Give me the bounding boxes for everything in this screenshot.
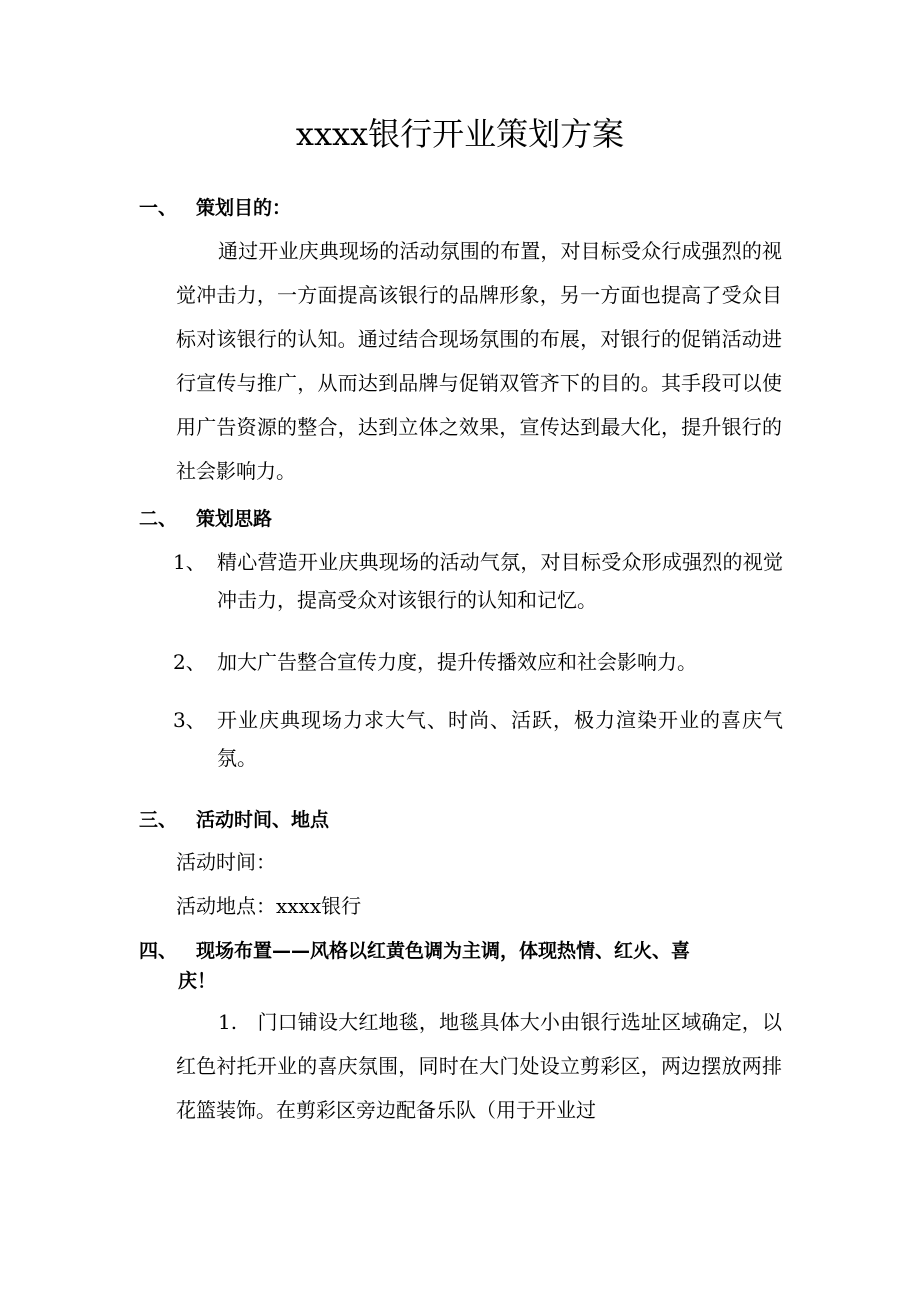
list-item-text: 开业庆典现场力求大气、时尚、活跃，极力渲染开业的喜庆气氛。	[217, 708, 783, 770]
section-4-title-line1: 现场布置——风格以红黄色调为主调，体现热情、红火、喜	[196, 940, 691, 962]
list-item	[173, 701, 783, 777]
section-3-number: 三、	[139, 809, 178, 831]
section-1-heading	[139, 193, 779, 223]
section-4-number: 四、	[139, 940, 178, 962]
activity-time: 活动时间：	[176, 850, 276, 874]
list-item	[173, 543, 783, 619]
section-3-heading	[139, 805, 779, 835]
list-item-text: 精心营造开业庆典现场的活动气氛，对目标受众形成强烈的视觉冲击力，提高受众对该银行的认知和记忆。	[217, 550, 783, 612]
list-item-text: 加大广告整合宣传力度，提升传播效应和社会影响力。	[217, 650, 697, 674]
list-item-number: 2、	[173, 650, 206, 674]
section-4-paragraph: 1. 门口铺设大红地毯，地毯具体大小由银行选址区域确定，以红色衬托开业的喜庆氛围，同时在大门处设立剪彩区，两边摆放两排花篮装饰。在剪彩区旁边配备乐队（用于开业过	[176, 1010, 782, 1122]
section-2-number: 二、	[139, 508, 178, 530]
section-4-title-line2: 庆！	[178, 970, 217, 992]
section-2-title: 策划思路	[196, 508, 273, 530]
list-item	[173, 643, 783, 681]
list-item-number: 1、	[173, 550, 206, 574]
section-1-paragraph: 通过开业庆典现场的活动氛围的布置，对目标受众行成强烈的视觉冲击力，一方面提高该银行的品牌形象，另一方面也提高了受众目标对该银行的认知。通过结合现场氛围的布展，对银行的促销活动进行宣传与推广，从而达到品牌与促销双管齐下的目的。其手段可以使用广告资源的整合，达到立体之效果，宣传达到最大化，提升银行的社会影响力。	[176, 239, 782, 483]
section-3-title: 活动时间、地点	[196, 809, 330, 831]
section-2-heading	[139, 504, 779, 534]
document-title: xxxx银行开业策划方案	[295, 115, 625, 153]
list-item-number: 3、	[173, 708, 206, 732]
section-4-heading	[139, 936, 779, 996]
section-1-title: 策划目的：	[196, 197, 292, 219]
activity-place: 活动地点：xxxx银行	[176, 894, 362, 918]
section-1-number: 一、	[139, 197, 178, 219]
